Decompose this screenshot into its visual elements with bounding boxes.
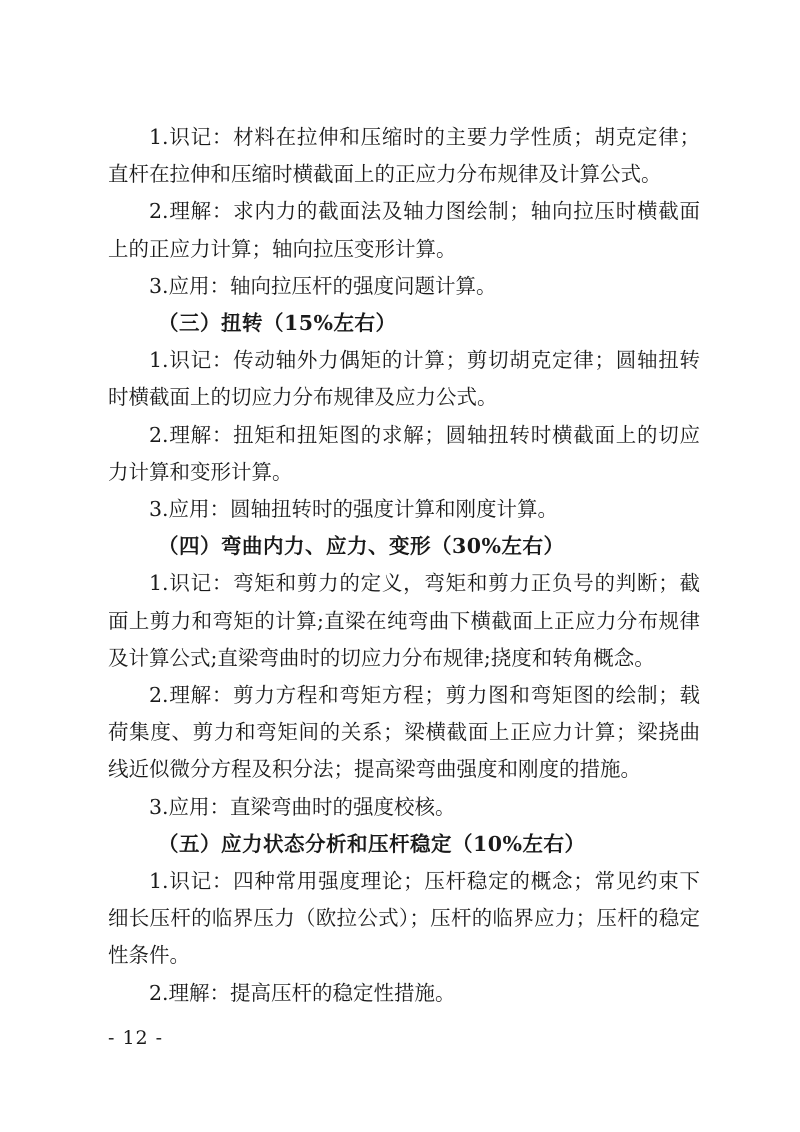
section2-understand-paragraph: 2.理解：求内力的截面法及轴力图绘制；轴向拉压时横截面上的正应力计算；轴向拉压变形计算。 — [108, 199, 700, 261]
section3-recall-paragraph: 1.识记：传动轴外力偶矩的计算；剪切胡克定律；圆轴扭转时横截面上的切应力分布规律及应力公式。 — [108, 348, 700, 410]
page-body — [108, 119, 700, 1012]
section2-recall-paragraph: 1.识记：材料在拉伸和压缩时的主要力学性质；胡克定律；直杆在拉伸和压缩时横截面上的正应力分布规律及计算公式。 — [108, 125, 700, 187]
section3-apply-paragraph: 3.应用：圆轴扭转时的强度计算和刚度计算。 — [149, 497, 559, 522]
section4-heading: （四）弯曲内力、应力、变形（30%左右） — [158, 534, 565, 559]
section3-understand-paragraph: 2.理解：扭矩和扭矩图的求解；圆轴扭转时横截面上的切应力计算和变形计算。 — [108, 422, 700, 484]
page-number: - 12 - — [108, 1027, 164, 1049]
section4-apply-paragraph: 3.应用：直梁弯曲时的强度校核。 — [149, 794, 456, 819]
section5-recall-paragraph: 1.识记：四种常用强度理论；压杆稳定的概念；常见约束下细长压杆的临界压力（欧拉公式）；压杆的临界应力；压杆的稳定性条件。 — [108, 869, 700, 968]
section2-apply-paragraph: 3.应用：轴向拉压杆的强度问题计算。 — [149, 273, 497, 298]
section4-recall-paragraph: 1.识记：弯矩和剪力的定义，弯矩和剪力正负号的判断；截面上剪力和弯矩的计算;直梁在纯弯曲下横截面上正应力分布规律及计算公式;直梁弯曲时的切应力分布规律;挠度和转角概念。 — [108, 571, 700, 670]
section3-heading: （三）扭转（15%左右） — [158, 311, 397, 336]
section5-understand-paragraph: 2.理解：提高压杆的稳定性措施。 — [149, 980, 456, 1005]
section5-heading: （五）应力状态分析和压杆稳定（10%左右） — [158, 831, 586, 856]
section4-understand-paragraph: 2.理解：剪力方程和弯矩方程；剪力图和弯矩图的绘制；载荷集度、剪力和弯矩间的关系；梁横截面上正应力计算；梁挠曲线近似微分方程及积分法；提高梁弯曲强度和刚度的措施。 — [108, 683, 700, 782]
